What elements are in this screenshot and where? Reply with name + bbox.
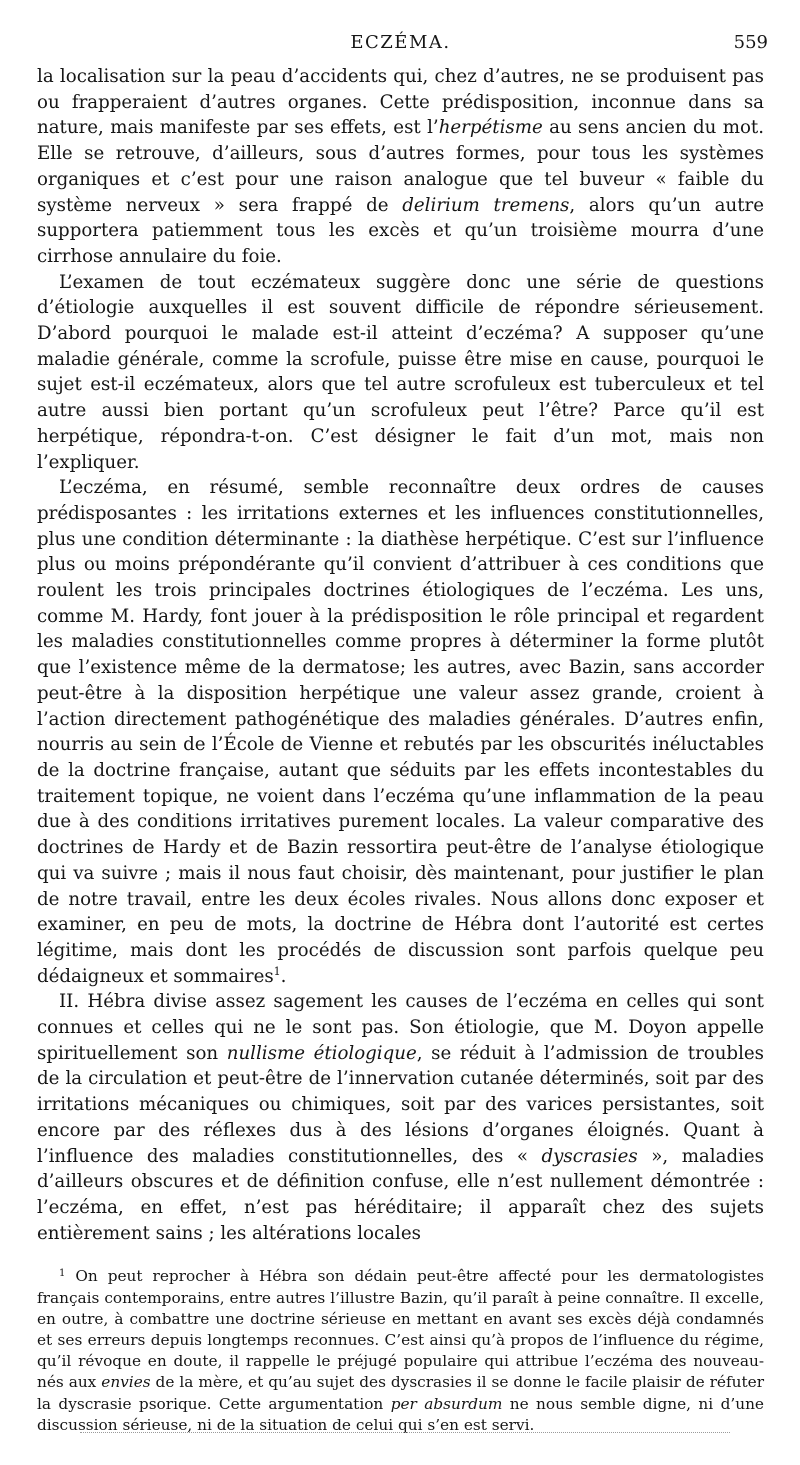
page-number: 559 xyxy=(733,32,768,53)
paragraph-resume: L’eczéma, en résumé, semble reconnaître deux ordres de causes prédisposantes : les irritations externes et les influences constitutionnelles, plus une condition déterminante : la diathèse herpétique. C’est sur l’influence plus ou moins prépondérante qu’il convient d’attribuer à ces conditions que roulent les trois principales doctrines étiologiques de l’eczéma. Les uns, comme M. Hardy, font jouer à la prédisposition le rôle principal et regardent les maladies constitutionnelles comme propres à déterminer la forme plutôt que l’existence même de la dermatose; les autres, avec Bazin, sans accorder peut-être à la disposition herpétique une valeur assez grande, croient à l’action directement pathogénétique des maladies générales. D’autres enfin, nourris au sein de l’École de Vienne et rebutés par les obscurités inéluctables de la doctrine française, autant que séduits par les effets incontestables du traitement topique, ne voient dans l’eczéma qu’une inflammation de la peau due à des conditions irritatives purement locales. La valeur comparative des doctrines de Hardy et de Bazin ressortira peut-être de l’analyse étiologique qui va suivre ; mais il nous faut choisir, dès maintenant, pour justifier le plan de notre travail, entre les deux écoles rivales. Nous allons donc exposer et examiner, en peu de mots, la doctrine de Hébra dont l’autorité est certes légitime, mais dont les procédés de discussion sont parfois quelque peu dédaigneux et sommaires$^1$. xyxy=(37,477,764,987)
footnote: $^1$ On peut reprocher à Hébra son dédain peut-être affecté pour les dermatologistes français contemporains, entre autres l’illustre Bazin, qu’il paraît à peine connaître. Il excelle, en outre, à combattre une doctrine sérieuse en mettant en avant ses excès déjà condamnés et ses erreurs depuis longtemps reconnues. C’est ainsi qu’à propos de l’influence du régime, qu’il révoque en doute, il rappelle le préjugé populaire qui attribue l’eczéma des nouveau-nés aux envies de la mère, et qu’au sujet des dyscrasies il se donne le facile plaisir de réfuter la dyscrasie psorique. Cette argumentation per absurdum ne nous semble digne, ni d’une discussion sérieuse, ni de la situation de celui qui s’en est servi. xyxy=(37,1267,765,1434)
paragraph-section-ii: II. Hébra divise assez sagement les causes de l’eczéma en celles qui sont connues et celles qui ne le sont pas. Son étiologie, que M. Doyon appelle spirituellement son nullisme étiologique, se réduit à l’admission de troubles de la circulation et peut-être de l’innervation cutanée déterminés, soit par des irritations mécaniques ou chimiques, soit par des varices persistantes, soit encore par des réflexes dus à des lésions d’organes éloignés. Quant à l’influence des maladies constitutionnelles, des « dyscrasies », maladies d’ailleurs obscures et de définition confuse, elle n’est nullement démontrée : l’eczéma, en effet, n’est pas héréditaire; il apparaît chez des sujets entièrement sains ; les altérations locales xyxy=(37,991,764,1244)
bottom-dotted-rule xyxy=(80,1432,730,1433)
page-header xyxy=(37,30,768,64)
running-title: ECZÉMA. xyxy=(350,32,451,53)
body-text xyxy=(37,64,764,1246)
paragraph-examen: L’examen de tout eczémateux suggère donc une série de questions d’étiologie auxquelles il est souvent difficile de répondre sérieusement. D’abord pourquoi le malade est-il atteint d’eczéma? A supposer qu’une maladie générale, comme la scrofule, puisse être mise en cause, pourquoi le sujet est-il eczémateux, alors que tel autre scrofuleux est tuberculeux et tel autre aussi bien portant qu’un scrofuleux peut l’être? Parce qu’il est herpétique, répondra-t-on. C’est désigner le fait d’un mot, mais non l’expliquer. xyxy=(37,271,764,473)
footnote-marker: 1 xyxy=(59,1268,66,1280)
paragraph-continuation: la localisation sur la peau d’accidents qui, chez d’autres, ne se produisent pas ou frapperaient d’autres organes. Cette prédisposition, inconnue dans sa nature, mais manifeste par ses effets, est l’herpétisme au sens ancien du mot. Elle se retrouve, d’ailleurs, sous d’autres formes, pour tous les systèmes organiques et c’est pour une raison analogue que tel buveur « faible du système nerveux » sera frappé de delirium tremens, alors qu’un autre supportera patiemment tous les excès et qu’un troisième mourra d’une cirrhose annulaire du foie. xyxy=(37,66,764,267)
footnote-reference: 1 xyxy=(273,964,281,978)
book-page xyxy=(37,30,768,1436)
